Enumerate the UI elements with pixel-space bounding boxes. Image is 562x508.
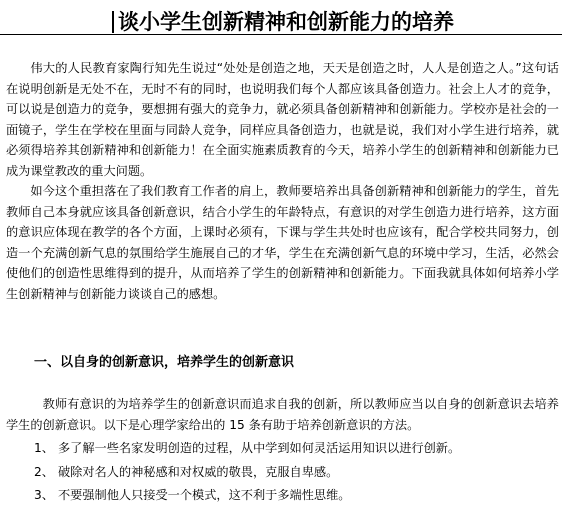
section-body bbox=[6, 394, 559, 435]
list-number: 1、 bbox=[34, 441, 54, 455]
paragraph: 如今这个重担落在了我们教育工作者的肩上，教师要培养出具备创新精神和创新能力的学生，首先教师自己本身就应该具备创新意识，结合小学生的年龄特点，有意识的对学生创造力进行培养，这方面的意识应体现在教学的各个方面，上课时必须有，下课与学生共处时也应该有，配合学校共同努力，创造一个充满创新气息的氛围给学生施展自己的才华，学生在充满创新气息的环境中学习，生活，必然会使他们的创造性思维得到的提升，从而培养了学生的创新精神和创新能力。下面我就具体如何培养小学生创新精神与创新能力谈谈自己的感想。 bbox=[6, 184, 559, 301]
title-underline bbox=[0, 34, 562, 35]
list-item bbox=[34, 461, 554, 485]
intro-body bbox=[6, 58, 559, 304]
paragraph: 教师有意识的为培养学生的创新意识而追求自我的创新，所以教师应当以自身的创新意识去培养学生的创新意识。以下是心理学家给出的 15 条有助于培养创新意识的方法。 bbox=[6, 397, 559, 432]
list-text: 不要强制他人只接受一个模式，这不利于多端性思维。 bbox=[57, 488, 351, 502]
method-list bbox=[34, 437, 554, 508]
paragraph: 伟大的人民教育家陶行知先生说过“处处是创造之地，天天是创造之时，人人是创造之人。”这句话在说明创新是无处不在，无时不有的同时，也说明我们每个人都应该具备创造力。社会上人才的竞争，可以说是创造力的竞争，要想拥有强大的竞争力，就必须具备创新精神和创新能力。学校亦是社会的一面镜子，学生在学校在里面与同龄人竞争，同样应具备创造力，也就是说，我们对小学生进行培养，就必须得培养其创新精神和创新能力！在全面实施素质教育的今天，培养小学生的创新精神和创新能力已成为课堂教改的重大问题。 bbox=[6, 61, 559, 178]
document-title: 谈小学生创新精神和创新能力的培养 bbox=[118, 9, 454, 34]
list-text: 多了解一些名家发明创造的过程，从中学到如何灵活运用知识以进行创新。 bbox=[57, 441, 461, 455]
list-text: 破除对名人的神秘感和对权威的敬畏，克服自卑感。 bbox=[57, 464, 339, 479]
section-heading: 一、以自身的创新意识，培养学生的创新意识 bbox=[34, 355, 295, 370]
list-number: 2、 bbox=[34, 464, 54, 479]
list-item bbox=[34, 437, 554, 461]
text-cursor bbox=[112, 11, 114, 33]
list-number: 3、 bbox=[34, 488, 54, 502]
list-item bbox=[34, 484, 554, 508]
